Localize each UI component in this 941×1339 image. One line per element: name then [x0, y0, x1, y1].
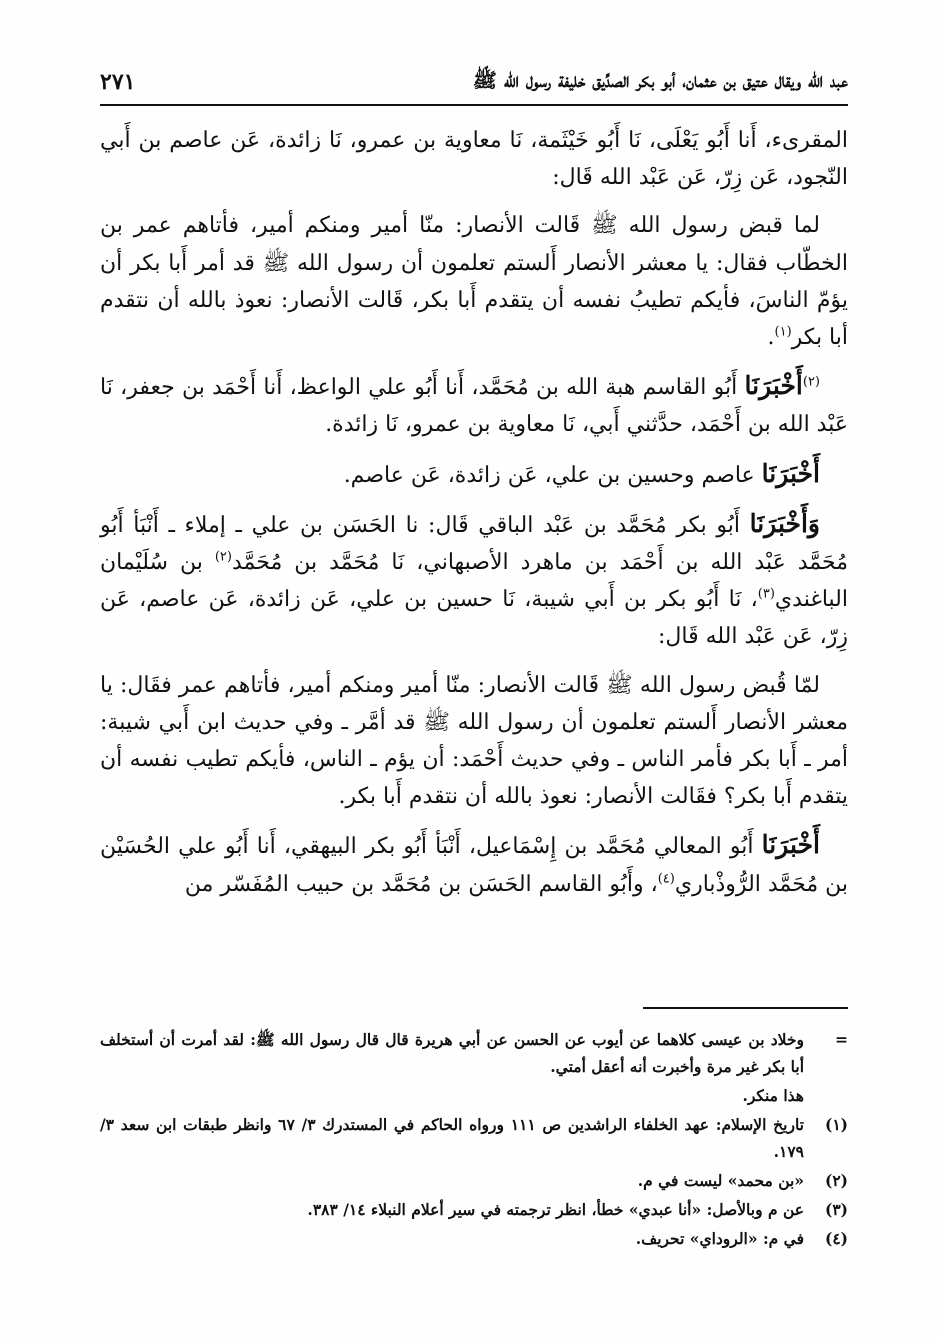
footnote-text: في م: «الروداي» تحريف.: [635, 1229, 804, 1248]
isnad-keyword: أَخْبَرَنَا: [761, 830, 820, 860]
footnote-number: (١): [824, 1115, 848, 1134]
footnote-text: «بن محمد» ليست في م.: [637, 1171, 804, 1190]
isnad-keyword: أَخْبَرَنَا: [744, 371, 803, 401]
paragraph: [100, 455, 848, 494]
footnote-item: [100, 1082, 848, 1109]
footnote-text: وخلاد بن عيسى كلاهما عن أيوب عن الحسن عن أبي هريرة قال قال رسول الله ﷺ: لقد أمرت أن أستخلف أبا بكر غير مرة وأخبرت أنه أعقل أمتي.: [100, 1030, 804, 1076]
paragraph-text: لما قبض رسول الله ﷺ قَالت الأنصار: منّا أمير ومنكم أمير، فأتاهم عمر بن الخطّاب فقال: يا معشر الأنصار أَلستم تعلمون أن رسول الله ﷺ قد أمر أَبا بكر أن يؤمّ الناسَ، فأيكم تطيبُ نفسه أن يتقدم أَبا بكر، قَالت الأنصار: نعوذ بالله أن نتقدم أبا بكر: [100, 213, 849, 351]
isnad-keyword: أَخْبَرَنَا: [761, 458, 820, 488]
paragraph: [100, 505, 848, 656]
page-header: [100, 62, 848, 102]
paragraph-text: المقرىء، أَنا أَبُو يَعْلَى، نَا أَبُو خَيْثَمة، نَا معاوية بن عمرو، نَا زائدة، عَن عاصم بن أَبي النّجود، عَن زِرّ، عَن عَبْد الله قَال:: [100, 128, 848, 191]
footnote-ref[interactable]: (٢): [214, 549, 232, 565]
footnote-number: (٤): [824, 1229, 848, 1248]
footnote-rule: [643, 1007, 848, 1009]
footnote-text: تاريخ الإسلام: عهد الخلفاء الراشدين ص ١١١ ورواه الحاكم في المستدرك ٣/ ٦٧ وانظر طبقات ابن سعد ٣/ ١٧٩.: [100, 1115, 804, 1161]
paragraph-text: أَبُو القاسم هبة الله بن مُحَمَّد، أَنا أَبُو علي الواعظ، أَنا أَحْمَد بن جعفر، نَا عَبْد الله بن أَحْمَد، حدَّثني أَبي، نَا معاوية بن عمرو، نَا زائدة.: [100, 375, 848, 438]
footnote-ref[interactable]: (٢): [802, 374, 820, 390]
paragraph-text: لمّا قُبض رسول الله ﷺ قَالت الأنصار: منّا أمير ومنكم أمير، فأتاهم عمر فقَال: يا معشر الأنصار أَلستم تعلمون أن رسول الله ﷺ قد أمَّر ـ وفي حديث ابن أَبي شيبة: أمر ـ أَبا بكر فأمر الناس ـ وفي حديث أَحْمَد: أن يؤم ـ الناس، فأيكم تطيب نفسه أن يتقدم أَبا بكر؟ فقَالت الأنصار: نعوذ بالله أن نتقدم أَبا بكر.: [100, 672, 848, 810]
isnad-keyword: وَأَخْبَرَنَا: [749, 508, 820, 538]
footnote-ref[interactable]: (٣): [757, 586, 775, 602]
paragraph: [100, 367, 848, 443]
paragraph-text: أَبُو المعالي مُحَمَّد بن إِسْمَاعيل، أَنْبَأ أَبُو بكر البيهقي، أَنا أَبُو علي الحُسَيْن بن مُحَمَّد الرُّوذْباري: [100, 834, 848, 897]
paragraph: [100, 826, 848, 902]
paragraph-text: عاصم وحسين بن علي، عَن زائدة، عَن عاصم.: [343, 462, 762, 488]
footnote-text: عن م وبالأصل: «أنا عبدي» خطأ، انظر ترجمته في سير أعلام النبلاء ١٤/ ٣٨٣.: [307, 1200, 804, 1219]
footnote-number: =: [835, 1030, 848, 1049]
footnote-number: (٢): [824, 1171, 848, 1190]
footnote-number: (٣): [824, 1200, 848, 1219]
footnote-number: [804, 1082, 848, 1109]
footnote-item: [100, 1225, 848, 1252]
footnote-ref[interactable]: (١): [774, 324, 792, 340]
footnote-item: [100, 1026, 848, 1080]
footnote-item: [100, 1111, 848, 1165]
footnote-item: [100, 1196, 848, 1223]
paragraph: [100, 122, 848, 196]
footnote-item: [100, 1167, 848, 1194]
page-number: ٢٧١: [100, 69, 136, 95]
paragraph-text: بن سُلَيْمان الباغندي: [100, 550, 848, 613]
paragraph-text: .: [767, 325, 775, 351]
footnote-text: هذا منكر.: [742, 1086, 804, 1105]
paragraph-text: ، نَا أَبُو بكر بن أَبي شيبة، نَا حسين بن علي، عَن زائدة، عَن عاصم، عَن زِرّ، عَن عَبْد الله قَال:: [100, 587, 848, 650]
running-title: عبد الله ويقال عتيق بن عثمان، أبو بكر الصدِّيق خليفة رسول الله ﷺ: [472, 67, 848, 92]
body-text: [100, 122, 848, 914]
header-rule: [100, 104, 848, 106]
paragraph-text: أَبُو بكر مُحَمَّد بن عَبْد الباقي قَال: نا الحَسَن بن علي ـ إملاء ـ أَنْبَأ أَبُو مُحَمَّد عَبْد الله بن أَحْمَد بن ماهرد الأصبهاني، نَا مُحَمَّد بن مُحَمَّد: [100, 512, 848, 576]
footnotes: [100, 1026, 848, 1254]
paragraph: [100, 207, 848, 356]
paragraph: [100, 667, 848, 816]
paragraph-text: ، وأَبُو القاسم الحَسَن بن مُحَمَّد بن حبيب المُفَسّر من: [184, 871, 658, 897]
footnote-ref[interactable]: (٤): [657, 871, 675, 887]
